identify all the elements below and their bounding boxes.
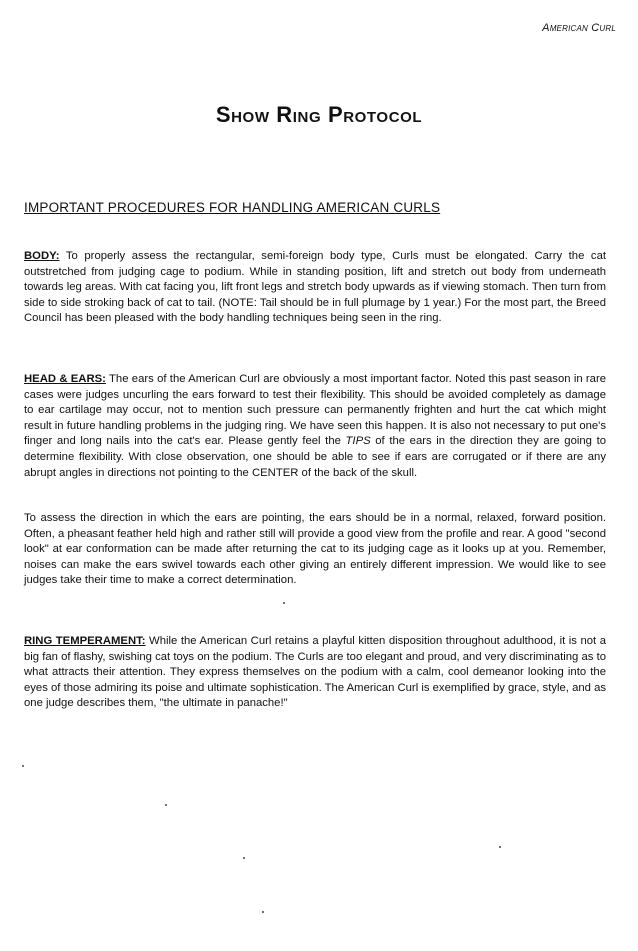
scan-speck <box>22 765 24 767</box>
scan-speck <box>165 804 167 806</box>
running-head: American Curl <box>542 22 616 34</box>
head-ears-lead: HEAD & EARS: <box>24 373 106 385</box>
body-paragraph <box>24 249 606 327</box>
page-title: Show Ring Protocol <box>215 102 423 127</box>
head-ears-text-1: The ears of the American Curl are obviously a most important factor. Noted this past season in rare cases were judges uncurling the ears forward to test their flexibility. This should be avoided completely as damage to ear cartilage may occur, not to mention such pressure can permanently frighten and hurt the cat which might result in future handling problems in the judging ring. We have seen this happen. It is also not necessary to put one's finger and long nails into the cat's ear. Please gently feel the <box>24 373 607 448</box>
scan-speck <box>283 602 285 604</box>
head-ears-text-2: of the ears in the direction they are going to determine flexibility. With close observation, one should be able to see if ears are corrugated or if there are any abrupt angles in directions not pointing to the CENTER of the back of the skull. <box>24 435 606 479</box>
scan-speck <box>499 846 501 848</box>
body-lead: BODY: <box>24 250 60 262</box>
scan-speck <box>262 911 264 913</box>
scan-speck <box>243 857 245 859</box>
head-ears-emphasis: TIPS <box>345 435 371 448</box>
ear-direction-paragraph: To assess the direction in which the ears are pointing, the ears should be in a normal, relaxed, forward position. Often, a pheasant feather held high and rather still will provide a good view from the profile and rear. A good "second look" at ear conformation can be made after returning the cat to its judging cage as it looks up at you. Remember, noises can make the ears swivel towards each other giving an entirely different impression. We would like to see judges take their time to make a correct determination. <box>24 512 606 587</box>
body-text: To properly assess the rectangular, semi-foreign body type, Curls must be elongated. Carry the cat outstretched from judging cage to podium. While in standing position, lift and stretch out body from underneath towards leg areas. With cat facing you, lift front legs and stretch body upwards as if viewing stomach. Then turn from side to side stroking back of cat to tail. (NOTE: Tail should be in full plumage by 1 year.) For the most part, the Breed Council has been pleased with the body handling techniques being seen in the ring. <box>24 250 606 325</box>
section-heading: IMPORTANT PROCEDURES FOR HANDLING AMERICAN CURLS <box>24 200 441 215</box>
ring-temperament-text: While the American Curl retains a playful kitten disposition throughout adulthood, it is not a big fan of flashy, swishing cat toys on the podium. The Curls are too elegant and proud, and very discriminating as to what attracts their attention. They express themselves on the podium with a calm, cool demeanor looking into the eyes of those admiring its poise and ultimate sophistication. The American Curl is exemplified by grace, style, and as one judge describes them, "the ultimate in panache!" <box>24 635 606 710</box>
ring-temperament-lead: RING TEMPERAMENT: <box>24 635 146 647</box>
head-ears-paragraph <box>24 372 606 481</box>
ring-temperament-paragraph <box>24 634 606 712</box>
